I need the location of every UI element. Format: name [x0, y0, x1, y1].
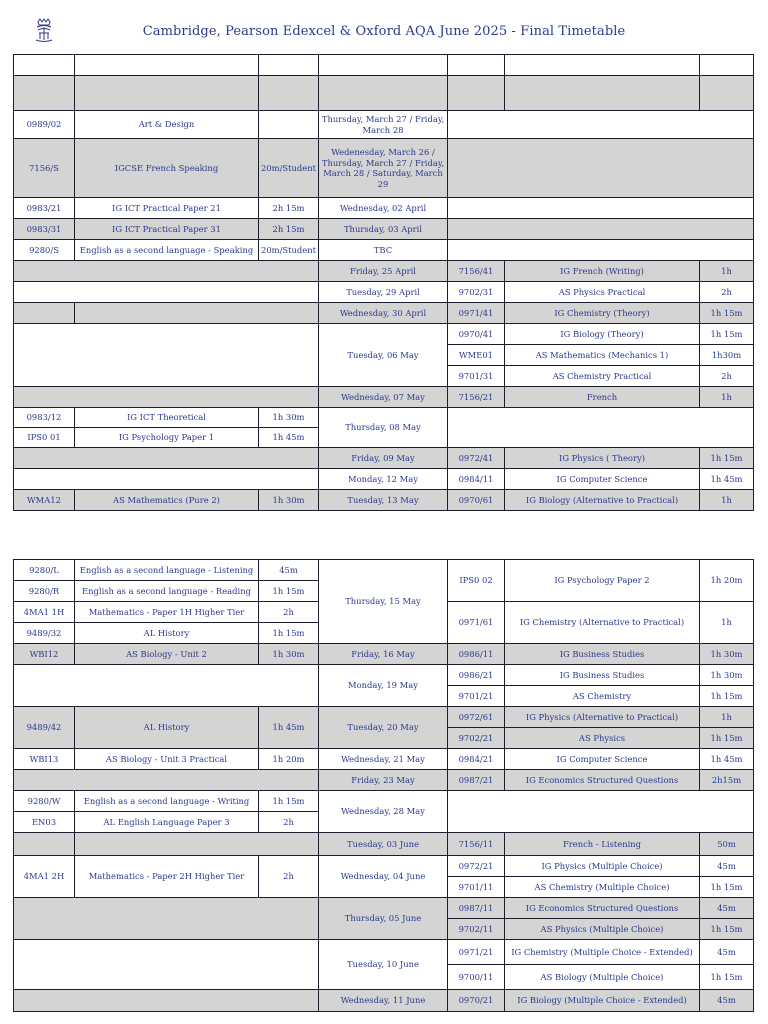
exam-subject: French - Listening: [505, 833, 700, 856]
exam-code: 0984/11: [448, 469, 505, 490]
exam-subject: IG Biology (Alternative to Practical): [505, 490, 700, 511]
exam-subject: IG Business Studies: [505, 665, 700, 686]
exam-date: TBC: [319, 240, 448, 261]
exam-subject: AL History: [75, 707, 259, 749]
exam-code: 9280/L: [14, 560, 75, 581]
exam-duration: 1h 45m: [259, 707, 319, 749]
exam-subject: IG Psychology Paper 2: [505, 560, 700, 602]
exam-subject: Mathematics - Paper 2H Higher Tier: [75, 856, 259, 898]
exam-duration: 1h 15m: [700, 965, 754, 990]
exam-duration: 1h: [700, 261, 754, 282]
exam-subject: IG ICT Practical Paper 31: [75, 219, 259, 240]
exam-code: 9489/32: [14, 623, 75, 644]
exam-code: 0987/21: [448, 770, 505, 791]
exam-code: 0983/12: [14, 408, 75, 428]
exam-subject: IG Physics (Alternative to Practical): [505, 707, 700, 728]
exam-subject: IG Biology (Multiple Choice - Extended): [505, 990, 700, 1012]
exam-code: 0986/21: [448, 665, 505, 686]
exam-duration: 45m: [700, 940, 754, 965]
exam-code: 9702/11: [448, 919, 505, 940]
exam-subject: IG Chemistry (Multiple Choice - Extended): [505, 940, 700, 965]
exam-code: 0989/02: [14, 111, 75, 139]
exam-date: Thursday, 05 June: [319, 898, 448, 940]
exam-code: 7156/21: [448, 387, 505, 408]
exam-code: IPS0 01: [14, 428, 75, 448]
table-row: [14, 55, 754, 76]
exam-subject: IG ICT Practical Paper 21: [75, 198, 259, 219]
exam-subject: French: [505, 387, 700, 408]
exam-duration: 1h 30m: [700, 665, 754, 686]
exam-code: 0970/41: [448, 324, 505, 345]
exam-code: 9280/S: [14, 240, 75, 261]
table-row: [14, 111, 754, 139]
table-row: [14, 282, 754, 303]
exam-code: 0970/21: [448, 990, 505, 1012]
exam-subject: AS Physics: [505, 728, 700, 749]
exam-date: Monday, 19 May: [319, 665, 448, 707]
exam-subject: IGCSE French Speaking: [75, 139, 259, 198]
exam-subject: English as a second language - Listening: [75, 560, 259, 581]
exam-duration: 50m: [700, 833, 754, 856]
exam-subject: AS Biology - Unit 3 Practical: [75, 749, 259, 770]
table-row: [14, 240, 754, 261]
exam-code: 9700/11: [448, 965, 505, 990]
exam-duration: 1h 15m: [700, 303, 754, 324]
exam-duration: 2h: [259, 856, 319, 898]
exam-duration: 1h 15m: [700, 728, 754, 749]
exam-code: EN03: [14, 812, 75, 833]
exam-subject: IG Physics (Multiple Choice): [505, 856, 700, 877]
exam-duration: 1h 15m: [700, 448, 754, 469]
exam-duration: 1h 20m: [700, 560, 754, 602]
exam-code: 0972/61: [448, 707, 505, 728]
exam-date: Wedenesday, March 26 / Thursday, March 27 / Friday, March 28 / Saturday, March 29: [319, 139, 448, 198]
exam-date: Friday, 25 April: [319, 261, 448, 282]
exam-duration: 2h15m: [700, 770, 754, 791]
exam-duration: 45m: [700, 990, 754, 1012]
exam-subject: IG Economics Structured Questions: [505, 770, 700, 791]
exam-duration: 1h 15m: [259, 791, 319, 812]
exam-code: 0986/11: [448, 644, 505, 665]
timetable-part-2: [13, 559, 754, 1012]
exam-duration: 1h: [700, 602, 754, 644]
exam-duration: 1h: [700, 387, 754, 408]
exam-duration: 1h 30m: [259, 644, 319, 665]
exam-code: 9701/21: [448, 686, 505, 707]
exam-date: Tuesday, 29 April: [319, 282, 448, 303]
exam-subject: AS Physics Practical: [505, 282, 700, 303]
exam-date: Thursday, 08 May: [319, 408, 448, 448]
table-row: [14, 448, 754, 469]
table-row: [14, 219, 754, 240]
exam-date: Wednesday, 28 May: [319, 791, 448, 833]
exam-duration: 1h 15m: [700, 324, 754, 345]
exam-code: 0971/21: [448, 940, 505, 965]
exam-subject: IG Biology (Theory): [505, 324, 700, 345]
exam-subject: AS Chemistry Practical: [505, 366, 700, 387]
exam-duration: 1h 45m: [259, 428, 319, 448]
table-row: [14, 749, 754, 770]
exam-date: Tuesday, 03 June: [319, 833, 448, 856]
exam-subject: AS Mathematics (Mechanics 1): [505, 345, 700, 366]
exam-duration: 1h 15m: [700, 919, 754, 940]
exam-date: Thursday, 15 May: [319, 560, 448, 644]
table-row: [14, 387, 754, 408]
table-row: [14, 940, 754, 965]
exam-duration: 1h: [700, 707, 754, 728]
exam-duration: 1h 15m: [259, 623, 319, 644]
exam-subject: IG Economics Structured Questions: [505, 898, 700, 919]
exam-duration: 2h: [259, 602, 319, 623]
exam-date: Wednesday, 11 June: [319, 990, 448, 1012]
exam-date: Wednesday, 21 May: [319, 749, 448, 770]
exam-subject: IG ICT Theoretical: [75, 408, 259, 428]
table-row: [14, 408, 754, 428]
table-row: [14, 770, 754, 791]
exam-code: 7156/41: [448, 261, 505, 282]
table-row: [14, 990, 754, 1012]
table-row: [14, 324, 754, 345]
exam-code: 0972/41: [448, 448, 505, 469]
table-row: [14, 665, 754, 686]
table-row: [14, 139, 754, 198]
table-row: [14, 469, 754, 490]
exam-duration: 2h 15m: [259, 198, 319, 219]
exam-duration: 1h 30m: [259, 408, 319, 428]
table-row: [14, 856, 754, 877]
exam-duration: 1h30m: [700, 345, 754, 366]
exam-duration: 1h 15m: [700, 877, 754, 898]
exam-date: Tuesday, 10 June: [319, 940, 448, 990]
exam-subject: AS Biology - Unit 2: [75, 644, 259, 665]
exam-duration: 1h 45m: [700, 469, 754, 490]
exam-duration: 45m: [700, 898, 754, 919]
exam-duration: 20m/Student: [259, 139, 319, 198]
exam-code: 4MA1 1H: [14, 602, 75, 623]
exam-code: WBI12: [14, 644, 75, 665]
exam-duration: 2h 15m: [259, 219, 319, 240]
table-row: [14, 560, 754, 581]
table-row: [14, 707, 754, 728]
exam-subject: AS Biology (Multiple Choice): [505, 965, 700, 990]
exam-date: Thursday, March 27 / Friday, March 28: [319, 111, 448, 139]
exam-date: Friday, 16 May: [319, 644, 448, 665]
exam-subject: IG Computer Science: [505, 749, 700, 770]
page-title: Cambridge, Pearson Edexcel & Oxford AQA June 2025 - Final Timetable: [142, 24, 626, 39]
exam-duration: 2h: [700, 366, 754, 387]
exam-subject: AL History: [75, 623, 259, 644]
exam-code: 0971/61: [448, 602, 505, 644]
exam-code: 9701/11: [448, 877, 505, 898]
exam-code: 7156/11: [448, 833, 505, 856]
exam-date: Tuesday, 20 May: [319, 707, 448, 749]
exam-duration: 2h: [700, 282, 754, 303]
table-row: [14, 833, 754, 856]
exam-code: 0972/21: [448, 856, 505, 877]
exam-duration: 1h 15m: [700, 686, 754, 707]
exam-duration: 1h 15m: [259, 581, 319, 602]
exam-duration: 45m: [259, 560, 319, 581]
table-row: [14, 490, 754, 511]
exam-duration: 1h 30m: [700, 644, 754, 665]
exam-subject: AS Chemistry: [505, 686, 700, 707]
table-row: [14, 303, 754, 324]
exam-date: Monday, 12 May: [319, 469, 448, 490]
exam-subject: English as a second language - Reading: [75, 581, 259, 602]
exam-duration: 1h 20m: [259, 749, 319, 770]
exam-date: Wednesday, 07 May: [319, 387, 448, 408]
exam-code: 0983/31: [14, 219, 75, 240]
exam-subject: IG Physics ( Theory): [505, 448, 700, 469]
exam-subject: AS Chemistry (Multiple Choice): [505, 877, 700, 898]
exam-duration: 1h 30m: [259, 490, 319, 511]
exam-code: 7156/S: [14, 139, 75, 198]
exam-date: Wednesday, 02 April: [319, 198, 448, 219]
exam-subject: IG Chemistry (Alternative to Practical): [505, 602, 700, 644]
table-row: [14, 261, 754, 282]
exam-code: 0970/61: [448, 490, 505, 511]
table-row: [14, 76, 754, 111]
table-row: [14, 898, 754, 919]
exam-code: 9702/21: [448, 728, 505, 749]
table-row: [14, 644, 754, 665]
exam-subject: AL English Language Paper 3: [75, 812, 259, 833]
exam-date: Tuesday, 06 May: [319, 324, 448, 387]
table-row: [14, 791, 754, 812]
exam-code: 9702/31: [448, 282, 505, 303]
exam-code: IPS0 02: [448, 560, 505, 602]
exam-code: 0987/11: [448, 898, 505, 919]
exam-duration: 45m: [700, 856, 754, 877]
exam-subject: IG Computer Science: [505, 469, 700, 490]
exam-code: 9489/42: [14, 707, 75, 749]
exam-code: 9701/31: [448, 366, 505, 387]
exam-subject: IG Psychology Paper 1: [75, 428, 259, 448]
exam-subject: IG French (Writing): [505, 261, 700, 282]
exam-code: WME01: [448, 345, 505, 366]
exam-code: 9280/R: [14, 581, 75, 602]
exam-code: 0984/21: [448, 749, 505, 770]
exam-subject: IG Chemistry (Theory): [505, 303, 700, 324]
exam-code: WMA12: [14, 490, 75, 511]
exam-date: Tuesday, 13 May: [319, 490, 448, 511]
exam-date: Wednesday, 04 June: [319, 856, 448, 898]
exam-duration: 1h: [700, 490, 754, 511]
exam-code: WBI13: [14, 749, 75, 770]
exam-subject: English as a second language - Writing: [75, 791, 259, 812]
exam-duration: 20m/Student: [259, 240, 319, 261]
exam-subject: Mathematics - Paper 1H Higher Tier: [75, 602, 259, 623]
exam-duration: 1h 45m: [700, 749, 754, 770]
table-row: [14, 198, 754, 219]
timetable-part-1: [13, 54, 754, 511]
exam-date: Wednesday, 30 April: [319, 303, 448, 324]
exam-subject: Art & Design: [75, 111, 259, 139]
exam-code: 4MA1 2H: [14, 856, 75, 898]
exam-date: Friday, 23 May: [319, 770, 448, 791]
exam-subject: English as a second language - Speaking: [75, 240, 259, 261]
exam-subject: AS Mathematics (Pure 2): [75, 490, 259, 511]
exam-duration: 2h: [259, 812, 319, 833]
exam-subject: AS Physics (Multiple Choice): [505, 919, 700, 940]
exam-subject: IG Business Studies: [505, 644, 700, 665]
exam-date: Thursday, 03 April: [319, 219, 448, 240]
exam-code: 0971/41: [448, 303, 505, 324]
exam-code: 9280/W: [14, 791, 75, 812]
exam-code: 0983/21: [14, 198, 75, 219]
exam-date: Friday, 09 May: [319, 448, 448, 469]
